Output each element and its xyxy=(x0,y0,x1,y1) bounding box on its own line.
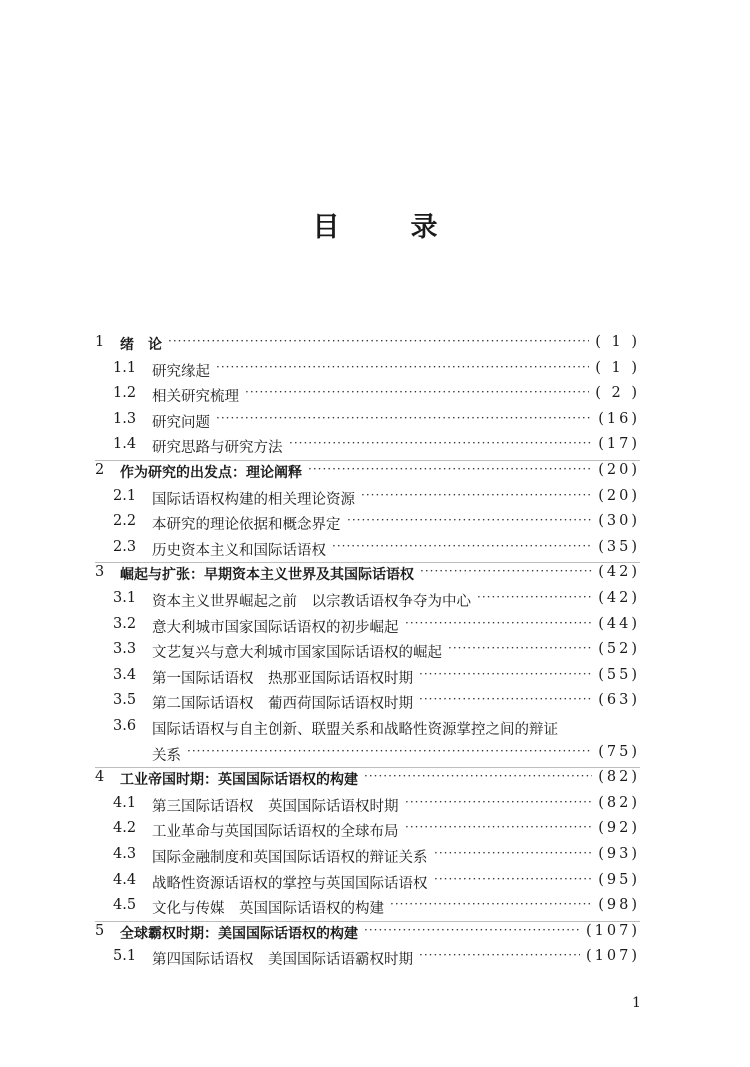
toc-entry-number: 2 xyxy=(95,462,105,478)
dot-leader xyxy=(419,948,580,962)
toc-chapter-entry[interactable] xyxy=(0,560,750,586)
toc-entry-title: 关系 xyxy=(152,747,181,764)
toc-entry-title: 第二国际话语权 葡西荷国际话语权时期 xyxy=(152,696,413,713)
toc-section-entry[interactable] xyxy=(0,740,750,766)
toc-entry-page: (52) xyxy=(598,641,640,658)
toc-section-entry[interactable] xyxy=(0,356,750,382)
toc-section-entry[interactable] xyxy=(0,535,750,561)
toc-entry-title: 历史资本主义和国际话语权 xyxy=(152,542,326,559)
toc-section-entry[interactable] xyxy=(0,663,750,689)
toc-entry-number: 5 xyxy=(95,922,105,939)
toc-section-entry[interactable] xyxy=(0,714,750,740)
toc-entry-page: (20) xyxy=(598,487,640,504)
dot-leader xyxy=(168,334,589,348)
toc-section-entry[interactable] xyxy=(0,791,750,817)
toc-entry-title: 文艺复兴与意大利城市国家国际话语权的崛起 xyxy=(152,645,442,662)
toc-entry-page: (35) xyxy=(598,538,640,555)
toc-entry-number: 4.2 xyxy=(113,820,137,837)
toc-entry-page: (92) xyxy=(598,820,640,837)
dot-leader xyxy=(361,488,592,502)
toc-entry-title: 研究问题 xyxy=(152,414,210,431)
toc-entry-page: ( 1 ) xyxy=(595,359,640,376)
dot-leader xyxy=(390,897,592,911)
dot-leader xyxy=(216,411,592,425)
toc-chapter-entry[interactable] xyxy=(0,765,750,791)
dot-leader xyxy=(419,667,592,681)
toc-entry-page: (82) xyxy=(598,794,640,811)
toc-chapter-entry[interactable] xyxy=(0,330,750,356)
toc-entry-number: 4.1 xyxy=(113,794,137,811)
toc-entry-page: (75) xyxy=(598,743,640,760)
toc-entry-number: 1.4 xyxy=(113,436,137,453)
toc-entry-title: 战略性资源话语权的掌控与英国国际话语权 xyxy=(152,875,428,892)
toc-entry-number: 2.3 xyxy=(113,538,137,555)
dot-leader xyxy=(477,590,592,604)
toc-entry-number: 3.1 xyxy=(113,590,137,606)
toc-entry-number: 2.1 xyxy=(113,487,137,504)
dot-leader xyxy=(308,462,592,476)
toc-entry-page: (20) xyxy=(598,462,640,478)
toc-section-entry[interactable] xyxy=(0,432,750,458)
toc-entry-title: 工业帝国时期：英国国际话语权的构建 xyxy=(120,772,358,789)
toc-entry-title: 全球霸权时期：美国国际话语权的构建 xyxy=(120,925,358,942)
dot-leader xyxy=(289,436,592,450)
toc-entry-number: 5.1 xyxy=(113,948,137,965)
toc-entry-number: 4.5 xyxy=(113,897,137,914)
toc-entry-number: 1.3 xyxy=(113,410,137,427)
toc-entry-title: 意大利城市国家国际话语权的初步崛起 xyxy=(152,619,399,636)
dot-leader xyxy=(420,564,592,578)
toc-entry-page: (95) xyxy=(598,871,640,888)
dot-leader xyxy=(419,692,592,706)
toc-entry-title: 国际话语权构建的相关理论资源 xyxy=(152,491,355,508)
toc-entry-page: (42) xyxy=(598,590,640,606)
toc-entry-title: 文化与传媒 英国国际话语权的构建 xyxy=(152,901,384,918)
toc-entry-number: 4.4 xyxy=(113,871,137,888)
toc-entry-number: 2.2 xyxy=(113,513,137,530)
toc-entry-number: 3.5 xyxy=(113,692,137,709)
toc-entry-title: 第一国际话语权 热那亚国际话语权时期 xyxy=(152,670,413,687)
toc-entry-page: (17) xyxy=(598,436,640,453)
toc-entry-page: ( 1 ) xyxy=(595,334,640,350)
toc-entry-number: 4.3 xyxy=(113,846,137,862)
toc-entry-title: 研究思路与研究方法 xyxy=(152,440,283,457)
toc-chapter-entry[interactable] xyxy=(0,919,750,945)
toc-entry-page: (107) xyxy=(586,948,640,965)
page-number: 1 xyxy=(632,995,641,1011)
toc-entry-title: 资本主义世界崛起之前 以宗教话语权争夺为中心 xyxy=(152,594,471,610)
toc-section-entry[interactable] xyxy=(0,893,750,919)
toc-entry-page: (42) xyxy=(598,564,640,581)
toc-section-entry[interactable] xyxy=(0,484,750,510)
dot-leader xyxy=(448,641,592,655)
dot-leader xyxy=(364,769,592,783)
toc-entry-title: 第四国际话语权 美国国际话语霸权时期 xyxy=(152,952,413,969)
toc-section-entry[interactable] xyxy=(0,509,750,535)
dot-leader xyxy=(405,795,592,809)
toc-section-entry[interactable] xyxy=(0,612,750,638)
toc-title: 目 录 xyxy=(312,212,460,243)
toc-entry-title: 国际话语权与自主创新、联盟关系和战略性资源掌控之间的辩证 xyxy=(152,722,558,738)
dot-leader xyxy=(364,923,580,937)
toc-entry-page: (93) xyxy=(598,846,640,862)
toc-entry-title: 崛起与扩张：早期资本主义世界及其国际话语权 xyxy=(120,567,414,584)
toc-section-entry[interactable] xyxy=(0,381,750,407)
toc-entry-number: 1.2 xyxy=(113,385,137,402)
dot-leader xyxy=(332,539,592,553)
toc-section-entry[interactable] xyxy=(0,688,750,714)
dot-leader xyxy=(187,744,592,758)
dot-leader xyxy=(405,616,592,630)
toc-entry-page: (16) xyxy=(598,410,640,427)
toc-entry-number: 1.1 xyxy=(113,359,137,376)
toc-entry-title: 国际金融制度和英国国际话语权的辩证关系 xyxy=(152,850,428,866)
toc-entry-title: 绪 论 xyxy=(120,337,162,353)
toc-entry-number: 3.4 xyxy=(113,666,137,683)
toc-section-entry[interactable] xyxy=(0,637,750,663)
toc-entry-page: (44) xyxy=(598,615,640,632)
toc-entry-page: ( 2 ) xyxy=(595,385,640,402)
toc-entry-title: 作为研究的出发点：理论阐释 xyxy=(120,465,302,481)
toc-entry-title: 工业革命与英国国际话语权的全球布局 xyxy=(152,824,399,841)
dot-leader xyxy=(434,846,592,860)
toc-entry-number: 1 xyxy=(95,334,105,350)
toc-entry-page: (82) xyxy=(598,769,640,786)
toc-entry-number: 3.2 xyxy=(113,615,137,632)
toc-section-entry[interactable] xyxy=(0,407,750,433)
toc-entry-page: (98) xyxy=(598,897,640,914)
toc-entry-title: 相关研究梳理 xyxy=(152,389,239,406)
dot-leader xyxy=(434,872,592,886)
toc-entry-number: 4 xyxy=(95,769,105,786)
toc-entry-number: 3 xyxy=(95,564,105,581)
toc-entry-page: (30) xyxy=(598,513,640,530)
toc-section-entry[interactable] xyxy=(0,944,750,970)
dot-leader xyxy=(216,360,589,374)
dot-leader xyxy=(405,820,592,834)
toc-section-entry[interactable] xyxy=(0,586,750,612)
toc-entry-page: (63) xyxy=(598,692,640,709)
toc-entry-page: (55) xyxy=(598,666,640,683)
toc-section-entry[interactable] xyxy=(0,868,750,894)
dot-leader xyxy=(245,385,589,399)
toc-entry-page: (107) xyxy=(586,922,640,939)
toc-entry-title: 本研究的理论依据和概念界定 xyxy=(152,517,341,534)
toc-section-entry[interactable] xyxy=(0,816,750,842)
toc-chapter-entry[interactable] xyxy=(0,458,750,484)
toc-entry-title: 研究缘起 xyxy=(152,363,210,380)
toc-section-entry[interactable] xyxy=(0,842,750,868)
dot-leader xyxy=(347,513,592,527)
toc-entry-number: 3.6 xyxy=(113,718,137,734)
toc-entry-title: 第三国际话语权 英国国际话语权时期 xyxy=(152,798,399,815)
toc-entry-number: 3.3 xyxy=(113,641,137,658)
